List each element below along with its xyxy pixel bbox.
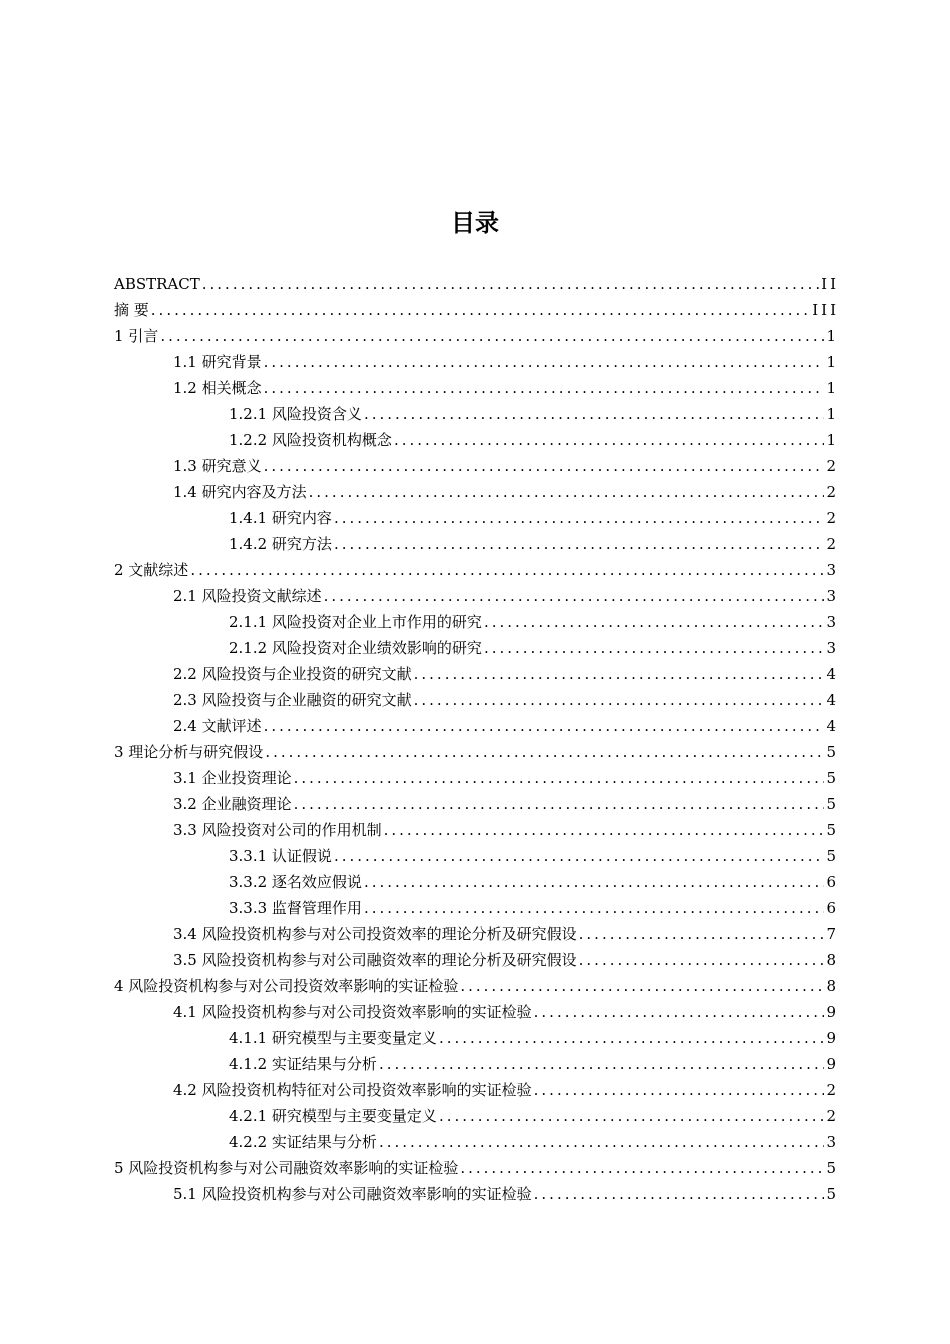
dot-leader <box>160 323 824 349</box>
dot-leader <box>364 895 825 921</box>
toc-entry[interactable] <box>114 661 839 687</box>
dot-leader <box>294 791 825 817</box>
toc-entry-page-number: 3 <box>826 1133 839 1151</box>
toc-entry[interactable] <box>114 401 839 427</box>
toc-entry-title: 3 理论分析与研究假设 <box>114 743 264 761</box>
dot-leader <box>534 1181 825 1207</box>
toc-entry-page-number: 4 <box>826 665 839 683</box>
toc-entry-page-number: 3 <box>826 613 839 631</box>
toc-entry-title: 1.4.2 研究方法 <box>229 535 332 553</box>
toc-entry-title: 1.2 相关概念 <box>173 379 262 397</box>
dot-leader <box>190 557 824 583</box>
toc-entry[interactable] <box>114 921 839 947</box>
dot-leader <box>334 843 825 869</box>
toc-entry-title: 3.3.3 监督管理作用 <box>229 899 362 917</box>
toc-entry-title: 5.1 风险投资机构参与对公司融资效率影响的实证检验 <box>173 1185 532 1203</box>
dot-leader <box>309 479 825 505</box>
toc-entry-title: 4.1 风险投资机构参与对公司投资效率影响的实证检验 <box>173 1003 532 1021</box>
toc-entry-page-number: 1 <box>826 431 839 449</box>
toc-entry[interactable] <box>114 635 839 661</box>
toc-entry-page-number: 3 <box>826 587 839 605</box>
toc-entry[interactable] <box>114 453 839 479</box>
dot-leader <box>414 687 825 713</box>
dot-leader <box>379 1051 825 1077</box>
toc-entry-page-number: 9 <box>826 1055 839 1073</box>
toc-entry-page-number: 2 <box>826 483 839 501</box>
toc-entry-page-number: III <box>812 301 839 319</box>
toc-entry-page-number: 6 <box>826 873 839 891</box>
dot-leader <box>364 869 825 895</box>
toc-entry-page-number: 5 <box>826 821 839 839</box>
dot-leader <box>264 375 825 401</box>
toc-entry-title: 3.2 企业融资理论 <box>173 795 292 813</box>
dot-leader <box>484 609 825 635</box>
dot-leader <box>202 271 819 297</box>
toc-entry-page-number: 5 <box>826 1159 839 1177</box>
dot-leader <box>379 1129 825 1155</box>
dot-leader <box>534 1077 825 1103</box>
toc-entry-title: 3.1 企业投资理论 <box>173 769 292 787</box>
toc-entry[interactable] <box>114 323 839 349</box>
toc-entry-page-number: 2 <box>826 509 839 527</box>
toc-entry-title: 4.2.1 研究模型与主要变量定义 <box>229 1107 437 1125</box>
toc-entry[interactable] <box>114 765 839 791</box>
toc-entry[interactable] <box>114 947 839 973</box>
toc-entry[interactable] <box>114 609 839 635</box>
toc-entry-page-number: 2 <box>826 1081 839 1099</box>
toc-entry-title: 1 引言 <box>114 327 159 345</box>
table-of-contents <box>114 271 839 1207</box>
toc-entry-page-number: 8 <box>826 951 839 969</box>
toc-entry[interactable] <box>114 687 839 713</box>
toc-entry-page-number: 3 <box>826 639 839 657</box>
toc-entry[interactable] <box>114 1051 839 1077</box>
toc-entry-title: 3.5 风险投资机构参与对公司融资效率的理论分析及研究假设 <box>173 951 577 969</box>
toc-entry-page-number: 1 <box>826 379 839 397</box>
toc-entry-page-number: 5 <box>826 847 839 865</box>
dot-leader <box>294 765 825 791</box>
toc-entry-title: 4.2 风险投资机构特征对公司投资效率影响的实证检验 <box>173 1081 532 1099</box>
dot-leader <box>484 635 825 661</box>
toc-entry[interactable] <box>114 739 839 765</box>
toc-entry-title: 1.1 研究背景 <box>173 353 262 371</box>
toc-entry-page-number: 4 <box>826 691 839 709</box>
toc-entry-page-number: 7 <box>826 925 839 943</box>
toc-entry-title: 2.4 文献评述 <box>173 717 262 735</box>
toc-entry-title: 摘 要 <box>114 301 149 319</box>
toc-entry-title: 3.4 风险投资机构参与对公司投资效率的理论分析及研究假设 <box>173 925 577 943</box>
toc-entry[interactable] <box>114 583 839 609</box>
dot-leader <box>364 401 825 427</box>
toc-entry-title: 4.1.2 实证结果与分析 <box>229 1055 377 1073</box>
toc-entry-page-number: 9 <box>826 1003 839 1021</box>
toc-entry[interactable] <box>114 869 839 895</box>
toc-entry-title: 1.3 研究意义 <box>173 457 262 475</box>
dot-leader <box>264 349 825 375</box>
dot-leader <box>579 921 825 947</box>
dot-leader <box>334 531 825 557</box>
toc-entry[interactable] <box>114 1025 839 1051</box>
dot-leader <box>384 817 825 843</box>
toc-entry-title: 3.3 风险投资对公司的作用机制 <box>173 821 382 839</box>
toc-entry[interactable] <box>114 791 839 817</box>
toc-entry-title: 4 风险投资机构参与对公司投资效率影响的实证检验 <box>114 977 459 995</box>
toc-entry-title: 3.3.2 逐名效应假说 <box>229 873 362 891</box>
toc-entry[interactable] <box>114 505 839 531</box>
toc-entry-title: 4.1.1 研究模型与主要变量定义 <box>229 1029 437 1047</box>
toc-entry[interactable] <box>114 1129 839 1155</box>
toc-entry[interactable] <box>114 479 839 505</box>
toc-entry-title: 1.2.2 风险投资机构概念 <box>229 431 392 449</box>
toc-entry-title: 2.1 风险投资文献综述 <box>173 587 322 605</box>
toc-entry-title: 2.1.1 风险投资对企业上市作用的研究 <box>229 613 482 631</box>
toc-entry-title: 4.2.2 实证结果与分析 <box>229 1133 377 1151</box>
toc-entry-page-number: 1 <box>826 405 839 423</box>
toc-entry-page-number: 6 <box>826 899 839 917</box>
dot-leader <box>460 973 824 999</box>
toc-entry[interactable] <box>114 999 839 1025</box>
toc-entry-title: ABSTRACT <box>114 275 200 293</box>
dot-leader <box>264 453 825 479</box>
dot-leader <box>439 1103 825 1129</box>
toc-entry[interactable] <box>114 1181 839 1207</box>
dot-leader <box>460 1155 824 1181</box>
toc-entry[interactable] <box>114 817 839 843</box>
toc-entry-title: 1.4 研究内容及方法 <box>173 483 307 501</box>
toc-entry-page-number: 2 <box>826 1107 839 1125</box>
toc-entry[interactable] <box>114 895 839 921</box>
toc-entry[interactable] <box>114 843 839 869</box>
toc-entry-title: 2 文献综述 <box>114 561 189 579</box>
dot-leader <box>264 713 825 739</box>
toc-entry-page-number: 5 <box>826 1185 839 1203</box>
toc-entry-title: 1.4.1 研究内容 <box>229 509 332 527</box>
toc-entry[interactable] <box>114 375 839 401</box>
toc-entry-page-number: 2 <box>826 457 839 475</box>
toc-entry[interactable] <box>114 1077 839 1103</box>
dot-leader <box>534 999 825 1025</box>
toc-entry-page-number: 3 <box>826 561 839 579</box>
dot-leader <box>439 1025 825 1051</box>
toc-entry[interactable] <box>114 1103 839 1129</box>
toc-entry[interactable] <box>114 973 839 999</box>
dot-leader <box>579 947 825 973</box>
toc-entry-title: 2.2 风险投资与企业投资的研究文献 <box>173 665 412 683</box>
toc-entry[interactable] <box>114 713 839 739</box>
toc-entry-page-number: 5 <box>826 795 839 813</box>
toc-entry-title: 1.2.1 风险投资含义 <box>229 405 362 423</box>
dot-leader <box>414 661 825 687</box>
toc-entry[interactable] <box>114 531 839 557</box>
toc-entry-title: 3.3.1 认证假说 <box>229 847 332 865</box>
toc-entry-page-number: 8 <box>826 977 839 995</box>
toc-entry-title: 5 风险投资机构参与对公司融资效率影响的实证检验 <box>114 1159 459 1177</box>
toc-entry-page-number: 1 <box>826 327 839 345</box>
toc-entry-page-number: 5 <box>826 769 839 787</box>
toc-entry[interactable] <box>114 271 839 297</box>
dot-leader <box>324 583 825 609</box>
toc-entry-page-number: 9 <box>826 1029 839 1047</box>
toc-entry[interactable] <box>114 557 839 583</box>
dot-leader <box>265 739 824 765</box>
page-title: 目录 <box>451 209 499 237</box>
toc-entry-page-number: 1 <box>826 353 839 371</box>
toc-entry[interactable] <box>114 1155 839 1181</box>
toc-entry[interactable] <box>114 349 839 375</box>
toc-entry[interactable] <box>114 427 839 453</box>
toc-entry-page-number: II <box>821 275 839 293</box>
dot-leader <box>151 297 810 323</box>
toc-entry-title: 2.1.2 风险投资对企业绩效影响的研究 <box>229 639 482 657</box>
dot-leader <box>334 505 825 531</box>
toc-entry-page-number: 5 <box>826 743 839 761</box>
toc-entry-page-number: 4 <box>826 717 839 735</box>
dot-leader <box>394 427 825 453</box>
toc-entry[interactable] <box>114 297 839 323</box>
toc-entry-page-number: 2 <box>826 535 839 553</box>
toc-entry-title: 2.3 风险投资与企业融资的研究文献 <box>173 691 412 709</box>
